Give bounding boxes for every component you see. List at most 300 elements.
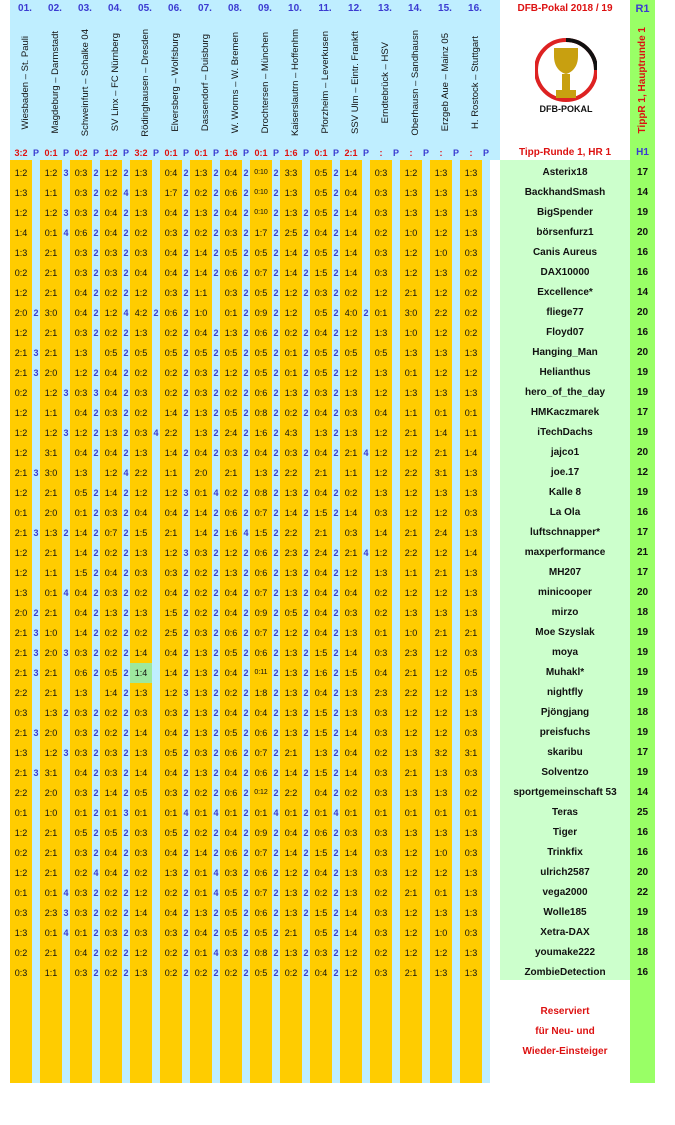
tip-points: 2 [273,868,279,878]
tip-points: 2 [93,928,99,938]
tip-points: 2 [183,168,189,178]
tip-cell: 0:4 [314,788,328,798]
tip-points: 2 [273,928,279,938]
tip-cell: 1:3 [434,208,448,218]
tip-points: 2 [243,668,249,678]
tip-cell: 1:4 [104,488,118,498]
tip-points: 4 [153,428,159,438]
tip-points: 3 [93,388,99,398]
tip-cell: 0:2 [374,588,388,598]
tip-points: 2 [273,748,279,758]
tip-points [452,363,460,383]
tip-cell: 1:2 [374,448,388,458]
reserved-note [500,984,630,1083]
tip-cell: 1:3 [464,688,478,698]
subtitle: Tipp-Runde 1, HR 1 [518,147,612,158]
tip-points: 2 [213,348,219,358]
tip-cell: 0:7 [254,508,268,518]
match-header [10,20,40,145]
tip-points: 2 [333,428,339,438]
tip-points: 2 [333,968,339,978]
match-result: 0:1 [44,148,58,158]
tip-cell: 2:4 [434,528,448,538]
tip-points [362,503,370,523]
tip-points: 2 [273,408,279,418]
tip-cell: 0:4 [164,168,178,178]
tip-points: 2 [243,628,249,638]
tip-cell: 1:2 [404,948,418,958]
tip-cell: 0:4 [104,388,118,398]
tip-points [422,643,430,663]
tip-cell: 1:2 [224,548,238,558]
tip-cell: 2:1 [404,968,418,978]
tip-points [482,863,490,883]
tip-points: 2 [93,788,99,798]
tip-points [32,223,40,243]
tip-cell: 0:2 [194,588,208,598]
tip-points: 2 [183,928,189,938]
tip-points: 2 [213,368,219,378]
tip-cell: 1:2 [434,688,448,698]
tip-points: 2 [213,408,219,418]
tip-points: 3 [33,668,39,678]
tip-cell: 0:3 [134,568,148,578]
tip-cell: 1:1 [44,968,58,978]
tip-cell: 1:1 [44,188,58,198]
tip-points: 2 [303,688,309,698]
tip-cell: 0:3 [374,928,388,938]
tip-points [62,843,70,863]
match-header [310,20,340,145]
tip-points [452,923,460,943]
tip-cell: 0:1 [44,888,58,898]
tip-points [452,843,460,863]
tip-points: 3 [63,648,69,658]
tip-points: 2 [93,308,99,318]
tip-points [62,663,70,683]
tip-cell: 0:4 [344,748,358,758]
tip-points: 2 [333,248,339,258]
tip-points [362,363,370,383]
tip-points [62,263,70,283]
tip-cell: 1:2 [14,448,28,458]
match-label: Kaiserslautrn – Hoffenhm [289,28,301,137]
tip-cell: 0:5 [314,188,328,198]
tip-points: 2 [123,288,129,298]
player-name: moya [551,647,579,658]
tip-cell: 1:3 [464,208,478,218]
tip-cell: 2:2 [284,788,298,798]
tip-points [62,463,70,483]
tip-cell: 2:1 [14,348,28,358]
tip-points: 2 [243,828,249,838]
tip-cell: 1:0 [434,928,448,938]
tip-cell: 1:3 [344,888,358,898]
tip-cell: 1:4 [284,268,298,278]
tip-cell: 0:5 [254,288,268,298]
tip-cell: 0:2 [194,788,208,798]
tip-cell: 1:3 [374,368,388,378]
tip-cell: 1:0 [404,628,418,638]
tip-points [392,843,400,863]
tip-cell: 2:1 [44,348,58,358]
player-score: 16 [636,967,649,978]
tip-points: 2 [213,668,219,678]
tip-points: 2 [333,228,339,238]
tip-cell: 0:6 [224,748,238,758]
tip-points [32,403,40,423]
tip-points: 2 [363,308,369,318]
reserved-line-2: für Neu- und [535,1026,595,1037]
tip-cell: 2:2 [14,788,28,798]
tip-cell: 0:3 [374,908,388,918]
player-score: 19 [636,647,649,658]
tip-points: 2 [183,588,189,598]
tip-points: 2 [273,468,279,478]
tip-points [452,443,460,463]
tip-points [62,303,70,323]
tip-cell: 0:4 [164,908,178,918]
tip-points: 2 [303,228,309,238]
tip-cell: 0:1 [464,808,478,818]
tip-points: 2 [303,388,309,398]
tip-cell: 1:2 [344,328,358,338]
tip-points: 2 [93,448,99,458]
tip-points [362,883,370,903]
tip-cell: 0:1 [284,808,298,818]
tip-cell: 2:1 [44,248,58,258]
tip-points: 2 [303,908,309,918]
tip-points [362,763,370,783]
tip-cell: 0:11 [254,669,268,676]
tip-cell: 0:1 [14,508,28,518]
tip-cell: 1:3 [194,208,208,218]
tip-cell: 1:3 [74,468,88,478]
tip-points [392,383,400,403]
tip-cell: 0:3 [14,908,28,918]
tip-cell: 2:1 [404,768,418,778]
tip-points [482,523,490,543]
tip-points [32,443,40,463]
tip-cell: 1:2 [284,868,298,878]
tip-cell: 0:5 [314,928,328,938]
tip-points: 2 [273,288,279,298]
tip-cell: 1:3 [284,648,298,658]
tip-points: 2 [273,568,279,578]
tip-cell: 1:4 [164,408,178,418]
tip-cell: 1:4 [344,268,358,278]
tip-points: 2 [333,168,339,178]
tip-points: 2 [243,928,249,938]
points-header: P [242,148,249,158]
tip-cell: 1:3 [344,628,358,638]
tip-cell: 1:2 [104,168,118,178]
tip-cell: 0:4 [314,588,328,598]
player-name: maxperformance [524,547,606,558]
tip-cell: 1:3 [434,348,448,358]
tip-cell: 1:3 [284,888,298,898]
tip-cell: 2:1 [44,608,58,618]
tip-points [62,603,70,623]
tip-cell: 3:2 [434,748,448,758]
tip-points: 2 [303,568,309,578]
match-result: 1:2 [104,148,118,158]
tip-points [362,343,370,363]
tip-cell: 0:3 [374,848,388,858]
player-name: Kalle 8 [548,487,582,498]
tip-points [152,363,160,383]
tip-cell: 1:3 [14,588,28,598]
tip-points: 2 [213,908,219,918]
tip-cell: 1:3 [194,708,208,718]
tip-cell: 1:3 [194,668,208,678]
tip-cell: 1:3 [404,828,418,838]
tip-cell: 0:7 [254,888,268,898]
tip-cell: 1:2 [374,288,388,298]
tip-cell: 0:7 [254,848,268,858]
tip-cell: 1:4 [134,768,148,778]
tip-cell: 0:4 [284,828,298,838]
tip-cell: 0:1 [194,488,208,498]
tip-cell: 1:0 [194,308,208,318]
tip-points [482,703,490,723]
tip-points [422,963,430,983]
tip-cell: 2:0 [44,648,58,658]
tip-points [392,243,400,263]
tip-cell: 0:1 [374,808,388,818]
tip-points [452,163,460,183]
tip-cell: 0:3 [74,968,88,978]
tip-points: 4 [63,888,69,898]
tip-cell: 0:5 [104,348,118,358]
tip-cell: 1:2 [284,308,298,318]
tip-points [152,343,160,363]
tip-cell: 0:3 [284,448,298,458]
tip-cell: 0:2 [14,948,28,958]
tip-cell: 1:3 [74,348,88,358]
tip-cell: 0:4 [224,168,238,178]
tip-points [152,703,160,723]
tip-cell: 1:6 [254,428,268,438]
tip-points [392,403,400,423]
tip-points [302,163,310,183]
tip-cell: 2:3 [44,908,58,918]
tip-points: 2 [93,908,99,918]
tip-points [32,823,40,843]
tip-cell: 1:3 [194,428,208,438]
player-score: 19 [636,427,649,438]
tip-cell: 0:3 [464,848,478,858]
tip-points: 4 [213,868,219,878]
tip-points: 2 [93,428,99,438]
tip-points: 2 [333,308,339,318]
tip-cell: 0:5 [254,248,268,258]
tip-points [452,303,460,323]
tip-cell: 0:3 [344,828,358,838]
tip-cell: 2:1 [14,648,28,658]
tip-cell: 0:5 [254,348,268,358]
tip-cell: 0:3 [374,268,388,278]
tip-cell: 1:3 [434,188,448,198]
tip-cell: 2:5 [284,228,298,238]
tip-cell: 1:2 [134,888,148,898]
tip-cell: 0:3 [194,388,208,398]
tip-points: 2 [213,628,219,638]
tip-cell: 0:3 [374,208,388,218]
tip-points [422,363,430,383]
tip-cell: 2:1 [14,628,28,638]
tip-cell: 0:4 [224,588,238,598]
tip-cell: 0:2 [14,268,28,278]
tip-cell: 1:4 [194,528,208,538]
tip-points: 2 [303,448,309,458]
tip-cell: 1:0 [404,328,418,338]
player-score: 18 [636,607,649,618]
tip-points: 2 [93,708,99,718]
tip-cell: 2:3 [284,548,298,558]
tip-cell: 1:2 [434,668,448,678]
tip-cell: 1:2 [14,568,28,578]
tip-points [152,643,160,663]
tip-cell: 0:10 [254,189,268,196]
match-header [400,20,430,145]
tip-cell: 1:3 [134,548,148,558]
tip-cell: 0:6 [224,268,238,278]
tip-points: 2 [123,548,129,558]
tip-points: 2 [273,668,279,678]
match-label: SSV Ulm – Eintr. Frankft [349,31,361,134]
tip-cell: 0:3 [74,268,88,278]
tip-points: 3 [33,768,39,778]
tip-points: 2 [333,288,339,298]
tip-cell: 2:2 [134,468,148,478]
match-result: 0:1 [164,148,178,158]
tip-cell: 0:4 [314,688,328,698]
tip-points [362,683,370,703]
tip-points: 2 [273,688,279,698]
player-name: vega2000 [542,887,588,898]
tip-cell: 4:0 [344,308,358,318]
tip-cell: 0:4 [74,308,88,318]
tip-points: 3 [63,388,69,398]
tip-cell: 1:3 [404,348,418,358]
column-number: 04. [108,3,122,14]
tip-cell: 0:2 [194,228,208,238]
tip-points: 2 [123,528,129,538]
match-result: 2:1 [344,148,358,158]
tip-points [152,523,160,543]
side-label-text: TippR 1, Hauptrunde 1 [637,27,648,134]
tip-cell: 0:3 [74,908,88,918]
tip-cell: 1:2 [44,168,58,178]
tip-points: 2 [183,788,189,798]
tip-cell: 1:3 [314,428,328,438]
tip-cell: 1:2 [284,288,298,298]
tip-points [392,923,400,943]
tip-points [32,163,40,183]
player-score: 17 [636,167,649,178]
player-name: luftschnapper* [529,527,600,538]
tip-cell: 1:3 [44,708,58,718]
tip-cell: 1:2 [14,428,28,438]
points-header: P [272,148,279,158]
tip-cell: 0:4 [104,208,118,218]
tip-points [32,383,40,403]
tip-points: 2 [333,388,339,398]
tip-points: 2 [273,348,279,358]
tip-points [302,783,310,803]
tip-points [32,883,40,903]
tip-points: 2 [243,268,249,278]
tip-points: 2 [333,708,339,718]
tip-points: 2 [213,508,219,518]
tip-points [362,703,370,723]
tip-points [62,403,70,423]
match-header [70,20,100,145]
tip-cell: 1:2 [374,428,388,438]
tip-cell: 1:3 [464,388,478,398]
tip-points: 2 [243,188,249,198]
tip-points [332,463,340,483]
tip-cell: 2:1 [14,768,28,778]
tip-cell: 1:2 [134,288,148,298]
tip-cell: 0:2 [164,948,178,958]
tip-cell: 1:2 [404,708,418,718]
tip-points: 2 [183,908,189,918]
tip-points: 2 [273,168,279,178]
tip-points [152,463,160,483]
player-score: 17 [636,567,649,578]
tip-cell: 0:3 [134,708,148,718]
tip-points [482,963,490,983]
tip-points: 2 [123,628,129,638]
tip-points: 2 [93,848,99,858]
tip-cell: 0:5 [224,888,238,898]
player-score: 14 [636,287,649,298]
column-number: 12. [348,3,362,14]
tip-points [482,223,490,243]
tip-cell: 0:1 [164,808,178,818]
tip-points: 3 [123,808,129,818]
tip-cell: 0:3 [314,948,328,958]
tip-points: 2 [183,888,189,898]
tip-cell: 0:5 [134,788,148,798]
tip-points: 2 [213,728,219,738]
player-name: Moe Szyslak [535,627,595,638]
tip-cell: 1:3 [134,608,148,618]
tip-cell: 2:1 [404,888,418,898]
tip-cell: 0:1 [74,928,88,938]
player-score: 19 [636,367,649,378]
tip-points [302,423,310,443]
tip-points [362,783,370,803]
tip-points: 2 [273,308,279,318]
tip-cell: 0:4 [74,608,88,618]
tip-cell: 0:4 [164,248,178,258]
tip-cell: 0:3 [164,288,178,298]
tip-points: 3 [183,548,189,558]
tip-cell: 0:3 [194,628,208,638]
tip-cell: 0:6 [74,228,88,238]
tip-points [152,903,160,923]
tip-cell: 1:5 [314,508,328,518]
tip-cell: 0:2 [464,328,478,338]
tip-points [452,463,460,483]
match-label: Drochtersen – München [259,31,271,134]
tip-cell: 0:5 [314,308,328,318]
tip-cell: 1:6 [224,528,238,538]
points-header: P [182,148,189,158]
